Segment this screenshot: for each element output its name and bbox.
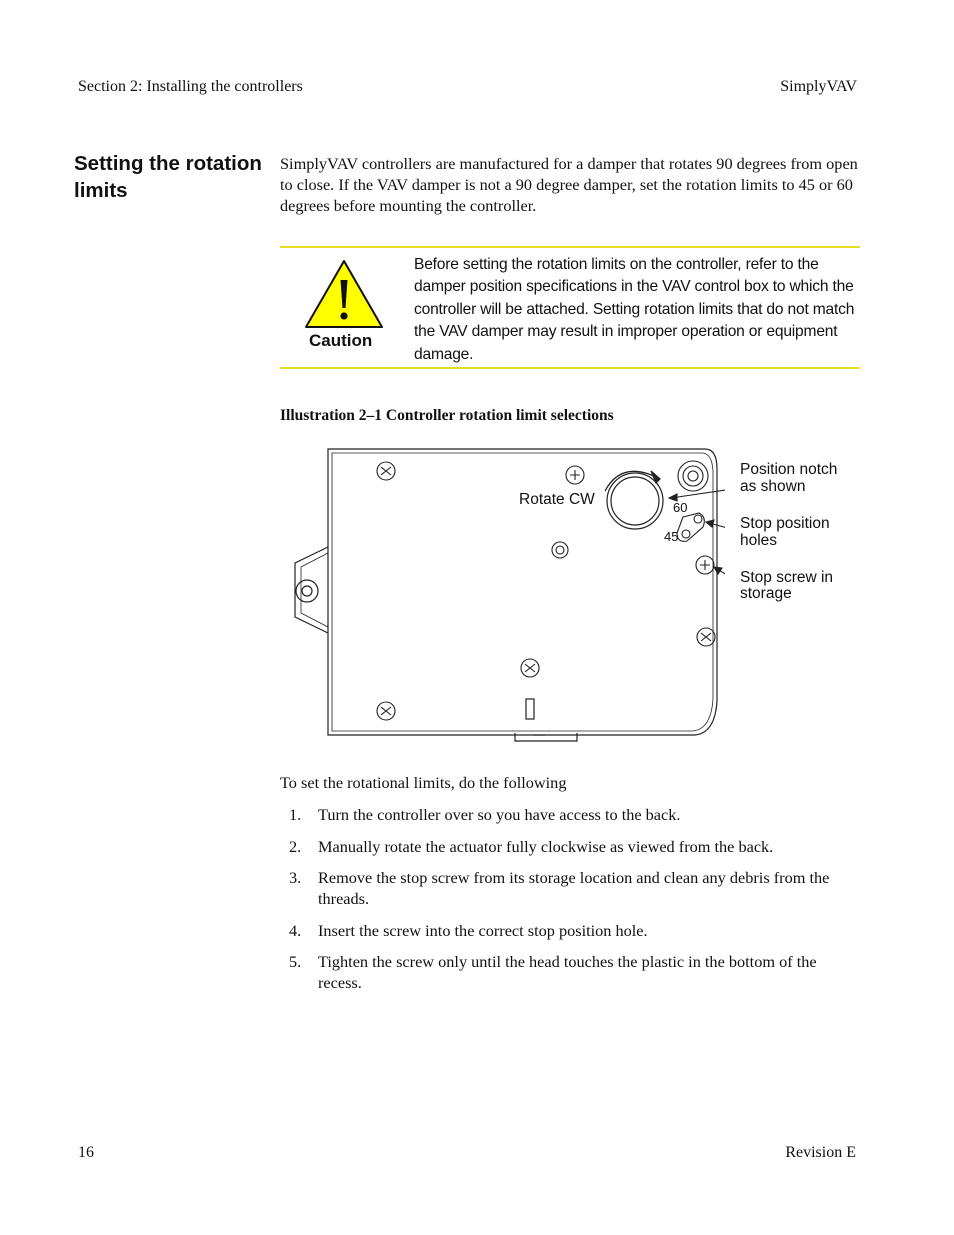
holes-label-line1: Stop position [740,515,830,532]
screw-icon [552,542,568,558]
step-item [280,951,860,993]
screw-icon [377,702,395,720]
caution-text: Before setting the rotation limits on the controller, refer to the damper position specifications in the VAV control box to which the controller will be attached. Setting rotation limits that do not match the VAV damper may result in improper operation or equipment damage. [414,256,855,363]
step-number: 3. [289,868,302,887]
holes-label-line2: holes [740,532,778,549]
step-text: Turn the controller over so you have access to the back. [318,805,681,824]
header-section: Section 2: Installing the controllers [78,78,303,95]
stop-position-holes [677,513,704,541]
notch-label-line2: as shown [740,478,806,495]
screw-icon [696,556,714,574]
notch-label-line1: Position notch [740,461,838,478]
header-product: SimplyVAV [780,78,857,95]
storage-label-line2: storage [740,585,792,602]
screw-icon [377,462,395,480]
section-title: Setting the rotation limits [74,152,262,202]
controller-diagram [285,445,725,745]
hole-45-label: 45 [664,529,679,544]
intro-paragraph: SimplyVAV controllers are manufactured for a damper that rotates 90 degrees from open to close. If the VAV damper is not a 90 degree damper, set the rotation limits to 45 or 60 degrees before mounting the controller. [280,154,858,215]
step-item [280,836,860,857]
rotate-label: Rotate CW [519,491,595,508]
step-number: 5. [289,952,302,971]
page-number: 16 [78,1144,94,1161]
warning-triangle-icon [303,258,385,330]
step-text: Insert the screw into the correct stop position hole. [318,920,648,940]
steps-list [280,804,860,1004]
step-item [280,920,860,941]
step-number: 1. [289,805,302,824]
step-item [280,804,860,825]
steps-intro: To set the rotational limits, do the following [280,773,567,792]
step-text: Tighten the screw only until the head touches the plastic in the bottom of the recess. [318,952,817,992]
step-number: 4. [289,920,302,940]
screw-icon [521,659,539,677]
actuator-hub [605,471,663,529]
storage-label-line1: Stop screw in [740,569,834,586]
caution-label: Caution [309,331,373,350]
step-number: 2. [289,836,302,856]
step-text: Manually rotate the actuator fully clockwise as viewed from the back. [318,836,774,856]
step-item [280,867,860,909]
hole-60-label: 60 [673,500,688,515]
screw-icon [566,466,584,484]
screw-icon [697,628,715,646]
revision-label: Revision E [785,1144,856,1161]
position-notch [678,461,708,491]
step-text: Remove the stop screw from its storage location and clean any debris from the threads. [318,868,830,908]
figure-caption: Illustration 2–1 Controller rotation limit selections [280,407,614,424]
